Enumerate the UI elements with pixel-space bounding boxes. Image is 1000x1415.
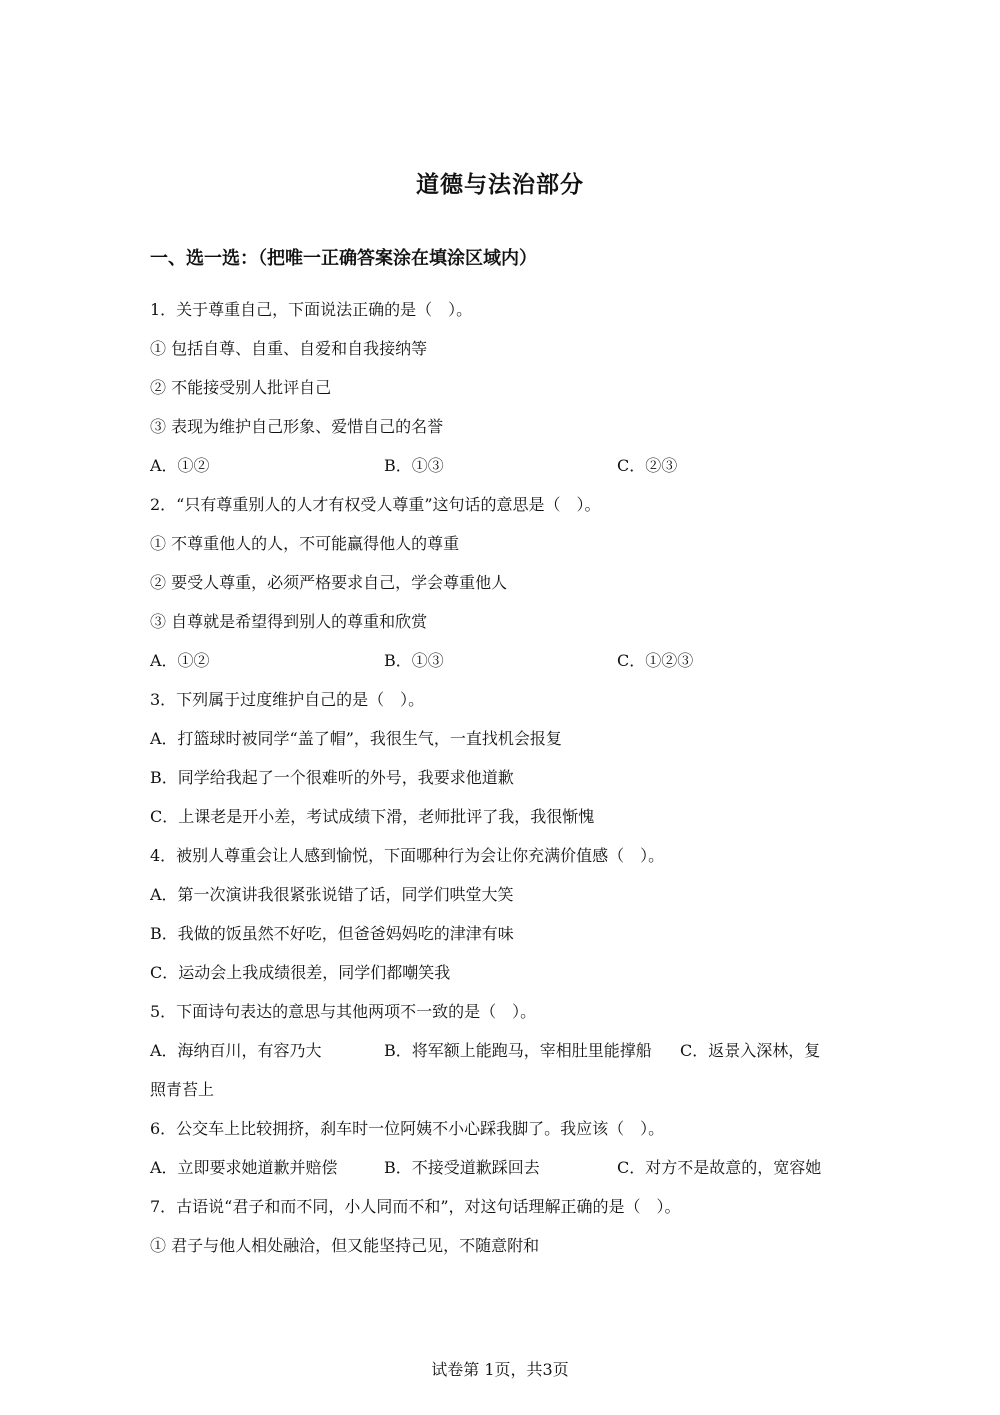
question-2-stem: 2．“只有尊重别人的人才有权受人尊重”这句话的意思是（ ）。 <box>150 495 601 514</box>
question-1-statement-2: ② 不能接受别人批评自己 <box>150 378 332 397</box>
question-6-option-a: A．立即要求她道歉并赔偿 <box>150 1158 338 1177</box>
question-2-option-a: A．①② <box>150 651 210 670</box>
question-2-statement-2: ② 要受人尊重，必须严格要求自己，学会尊重他人 <box>150 573 508 592</box>
question-6-stem: 6．公交车上比较拥挤，刹车时一位阿姨不小心踩我脚了。我应该（ ）。 <box>150 1119 665 1138</box>
question-2-option-b: B．①③ <box>384 651 444 670</box>
question-1-option-b: B．①③ <box>384 456 444 475</box>
question-1-option-a: A．①② <box>150 456 210 475</box>
question-1-stem: 1．关于尊重自己，下面说法正确的是（ ）。 <box>150 300 473 319</box>
question-3-stem: 3．下列属于过度维护自己的是（ ）。 <box>150 690 425 709</box>
question-3-option-b: B．同学给我起了一个很难听的外号，我要求他道歉 <box>150 768 514 787</box>
question-3-option-a: A．打篮球时被同学“盖了帽”，我很生气，一直找机会报复 <box>150 729 562 748</box>
question-5-option-c: C．返景入深林，复 <box>680 1041 821 1060</box>
question-5-option-a: A．海纳百川，有容乃大 <box>150 1041 322 1060</box>
question-1-statement-1: ① 包括自尊、自重、自爱和自我接纳等 <box>150 339 428 358</box>
question-4-option-a: A．第一次演讲我很紧张说错了话，同学们哄堂大笑 <box>150 885 514 904</box>
section-heading: 一、选一选：（把唯一正确答案涂在填涂区域内） <box>150 248 537 269</box>
page-title: 道德与法治部分 <box>416 172 584 198</box>
question-6-option-c: C．对方不是故意的，宽容她 <box>617 1158 822 1177</box>
question-4-option-b: B．我做的饭虽然不好吃，但爸爸妈妈吃的津津有味 <box>150 924 514 943</box>
question-5-stem: 5．下面诗句表达的意思与其他两项不一致的是（ ）。 <box>150 1002 537 1021</box>
question-1-statement-3: ③ 表现为维护自己形象、爱惜自己的名誉 <box>150 417 444 436</box>
question-7-statement-1: ① 君子与他人相处融洽，但又能坚持己见，不随意附和 <box>150 1236 540 1255</box>
question-7-stem: 7．古语说“君子和而不同，小人同而不和”，对这句话理解正确的是（ ）。 <box>150 1197 681 1216</box>
question-2-statement-1: ① 不尊重他人的人，不可能赢得他人的尊重 <box>150 534 460 553</box>
question-5-option-b: B．将军额上能跑马，宰相肚里能撑船 <box>384 1041 652 1060</box>
question-2-option-c: C．①②③ <box>617 651 694 670</box>
question-2-statement-3: ③ 自尊就是希望得到别人的尊重和欣赏 <box>150 612 428 631</box>
question-3-option-c: C．上课老是开小差，考试成绩下滑，老师批评了我，我很惭愧 <box>150 807 595 826</box>
page-footer: 试卷第 1页，共3页 <box>431 1360 569 1379</box>
question-5-option-c-continued: 照青苔上 <box>150 1080 215 1099</box>
question-4-stem: 4．被别人尊重会让人感到愉悦，下面哪种行为会让你充满价值感（ ）。 <box>150 846 665 865</box>
question-4-option-c: C．运动会上我成绩很差，同学们都嘲笑我 <box>150 963 451 982</box>
question-6-option-b: B．不接受道歉踩回去 <box>384 1158 540 1177</box>
question-1-option-c: C．②③ <box>617 456 678 475</box>
